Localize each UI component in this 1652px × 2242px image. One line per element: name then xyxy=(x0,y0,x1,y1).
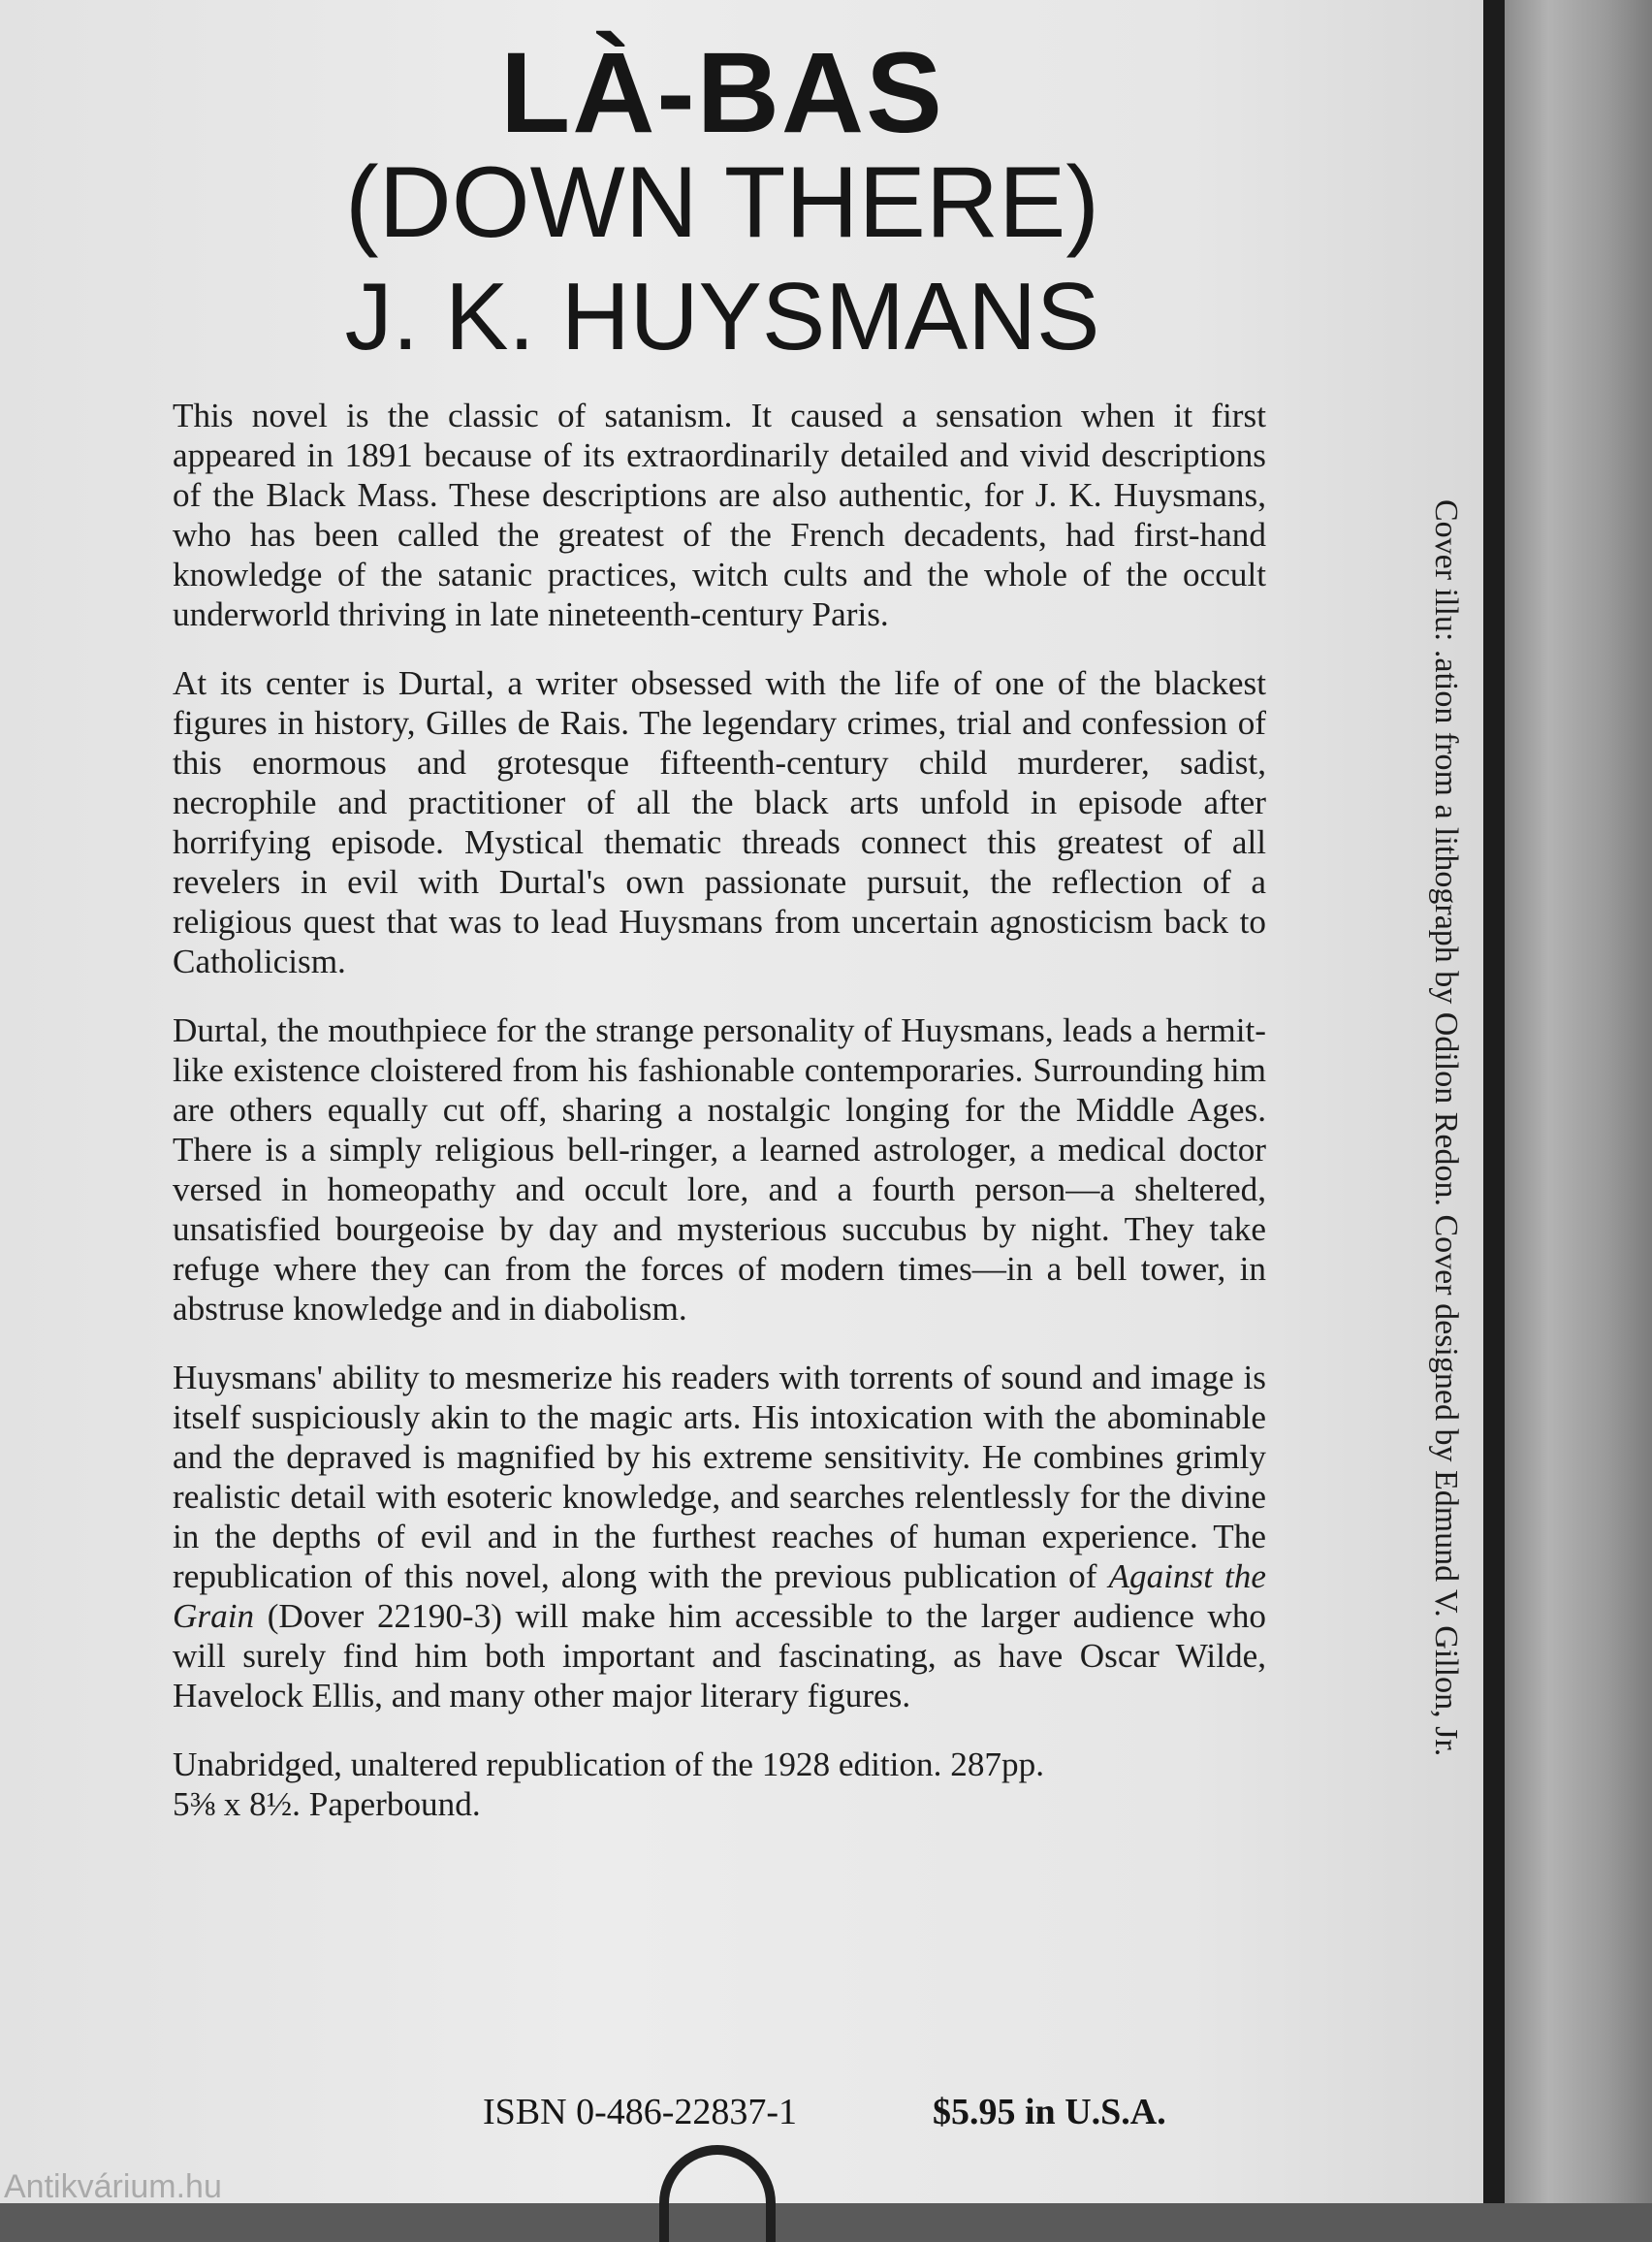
blurb-text xyxy=(173,396,1266,1853)
blurb-paragraph-2: At its center is Durtal, a writer obsessed with the life of one of the blackest figures in history, Gilles de Rais. The legendary crimes, trial and confession of this enormous and grotesque fifteenth-century child murderer, sadist, necrophile and practitioner of all the black arts unfold in episode after horrifying episode. Mystical thematic threads connect this greatest of all revelers in evil with Durtal's own passionate pursuit, the reflection of a religious quest that was to lead Huysmans from uncertain agnosticism back to Catholicism. xyxy=(173,664,1266,980)
book-title: LÀ-BAS xyxy=(500,29,944,157)
book-reference-title: Against the Grain xyxy=(173,1557,1267,1635)
book-spine xyxy=(1505,0,1652,2203)
blurb-p4-start: Huysmans' ability to mesmerize his readers with torrents of sound and image is itself suspiciously akin to the magic arts. His intoxication with the abominable and the depraved is magnified by his extreme sensitivity. He combines grimly realistic detail with esoteric knowledge, and searches relentlessly for the divine in the depths of evil and in the furthest reaches of human experience. The republication of this novel, along with the previous publication of xyxy=(173,1359,1266,1595)
blurb-paragraph-3: Durtal, the mouthpiece for the strange personality of Huysmans, leads a hermit-like existence cloistered from his fashionable contemporaries. Surrounding him are others equally cut off, sharing a nostalgic longing for the Middle Ages. There is a simply religious bell-ringer, a learned astrologer, a medical doctor versed in homeopathy and occult lore, and a fourth person—a sheltered, unsatisfied bourgeoise by day and mysterious succubus by night. They take refuge where they can from the forces of modern times—in a bell tower, in abstruse knowledge and in diabolism. xyxy=(173,1011,1266,1328)
book-subtitle: (DOWN THERE) xyxy=(344,146,1100,259)
edition-info xyxy=(173,1745,1266,1824)
isbn-number: ISBN 0-486-22837-1 xyxy=(483,2092,798,2132)
blurb-paragraph-1: This novel is the classic of satanism. It caused a sensation when it first appeared in 1891 because of its extraordinarily detailed and vivid descriptions of the Black Mass. These descriptions are also authentic, for J. K. Huysmans, who has been called the greatest of the French decadents, had first-hand knowledge of the satanic practices, witch cults and the whole of the occult underworld thriving in late nineteenth-century Paris. xyxy=(173,397,1266,633)
price-label: $5.95 in U.S.A. xyxy=(933,2092,1166,2132)
blurb-paragraph-4 xyxy=(173,1358,1266,1715)
edition-info-line-2: 5⅜ x 8½. Paperbound. xyxy=(173,1785,481,1823)
watermark: Antikvárium.hu xyxy=(4,2168,222,2205)
edition-info-line-1: Unabridged, unaltered republication of the 1928 edition. 287pp. xyxy=(173,1746,1044,1783)
spine-edge xyxy=(1483,0,1505,2203)
publisher-logo-icon xyxy=(659,2145,776,2242)
blurb-p4-end: (Dover 22190-3) will make him accessible to the larger audience who will surely find him both important and fascinating, as have Oscar Wilde, Havelock Ellis, and many other major literary figures. xyxy=(173,1597,1267,1714)
book-author: J. K. HUYSMANS xyxy=(344,263,1100,369)
cover-credit: Cover illu: .ation from a lithograph by Odilon Redon. Cover designed by Edmund V. Gillon, Jr. xyxy=(1428,499,1464,1757)
